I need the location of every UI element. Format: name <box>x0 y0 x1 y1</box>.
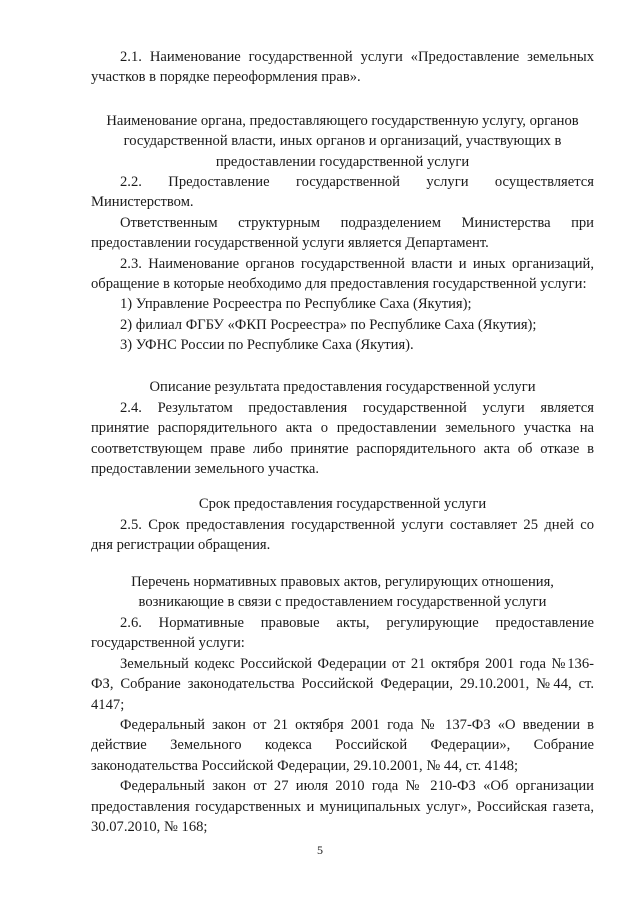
section-2-5 <box>91 515 594 556</box>
list-item-3: 3) УФНС России по Республике Саха (Якутия). <box>120 337 414 354</box>
section-2-2-2-3 <box>91 172 594 356</box>
heading-result-block <box>91 377 594 397</box>
paragraph-2-3: 2.3. Наименование органов государственной власти и иных организаций, обращение в которые необходимо для предоставления государственной услуги: <box>91 255 594 293</box>
paragraph-responsible-division: Ответственным структурным подразделением Министерства при предоставлении государственной услуги является Департамент. <box>91 214 594 252</box>
list-item-1: 1) Управление Росреестра по Республике Саха (Якутия); <box>120 296 472 313</box>
list-item-2: 2) филиал ФГБУ «ФКП Росреестра» по Республике Саха (Якутия); <box>120 316 537 333</box>
heading-result: Описание результата предоставления государственной услуги <box>149 379 536 395</box>
paragraph-law-210: Федеральный закон от 27 июля 2010 года № 210-ФЗ «Об организации предоставления государственных и муниципальных услуг», Российская газета, 30.07.2010, № 168; <box>91 778 594 836</box>
heading-acts-block <box>91 572 594 613</box>
paragraph-2-6: 2.6. Нормативные правовые акты, регулирующие предоставление государственной услуги: <box>91 615 594 652</box>
paragraph-2-1: 2.1. Наименование государственной услуги «Предоставление земельных участков в порядке переоформления прав». <box>91 49 594 86</box>
section-2-1 <box>91 47 594 88</box>
paragraph-law-137: Федеральный закон от 21 октября 2001 года № 137-ФЗ «О введении в действие Земельного кодекса Российской Федерации», Собрание законодательства Российской Федерации, 29.10.2001, № 44, ст. 4148; <box>91 717 594 774</box>
heading-acts: Перечень нормативных правовых актов, регулирующих отношения, возникающие в связи с предоставлением государственной услуги <box>131 574 554 611</box>
page-number: 5 <box>317 843 323 857</box>
heading-authority: Наименование органа, предоставляющего государственную услугу, органов государственной власти, иных органов и организаций, участвующих в предоставлении государственной услуги <box>106 113 579 170</box>
section-2-6 <box>91 613 594 837</box>
paragraph-2-4: 2.4. Результатом предоставления государственной услуги является принятие распорядительного акта о предоставлении земельного участка на соответствующем праве либо принятие распорядительного акта об отказе в предоставлении земельного участка. <box>91 400 594 478</box>
section-2-4 <box>91 398 594 480</box>
paragraph-2-2: 2.2. Предоставление государственной услуги осуществляется Министерством. <box>91 174 594 211</box>
heading-authority-block <box>91 111 594 172</box>
paragraph-land-code: Земельный кодекс Российской Федерации от 21 октября 2001 года №136-ФЗ, Собрание законодательства Российской Федерации, 29.10.2001, №44, ст. 4147; <box>91 655 594 713</box>
heading-term: Срок предоставления государственной услуги <box>198 496 487 512</box>
paragraph-2-5: 2.5. Срок предоставления государственной услуги составляет 25 дней со дня регистрации обращения. <box>91 517 594 554</box>
heading-term-block <box>91 494 594 514</box>
